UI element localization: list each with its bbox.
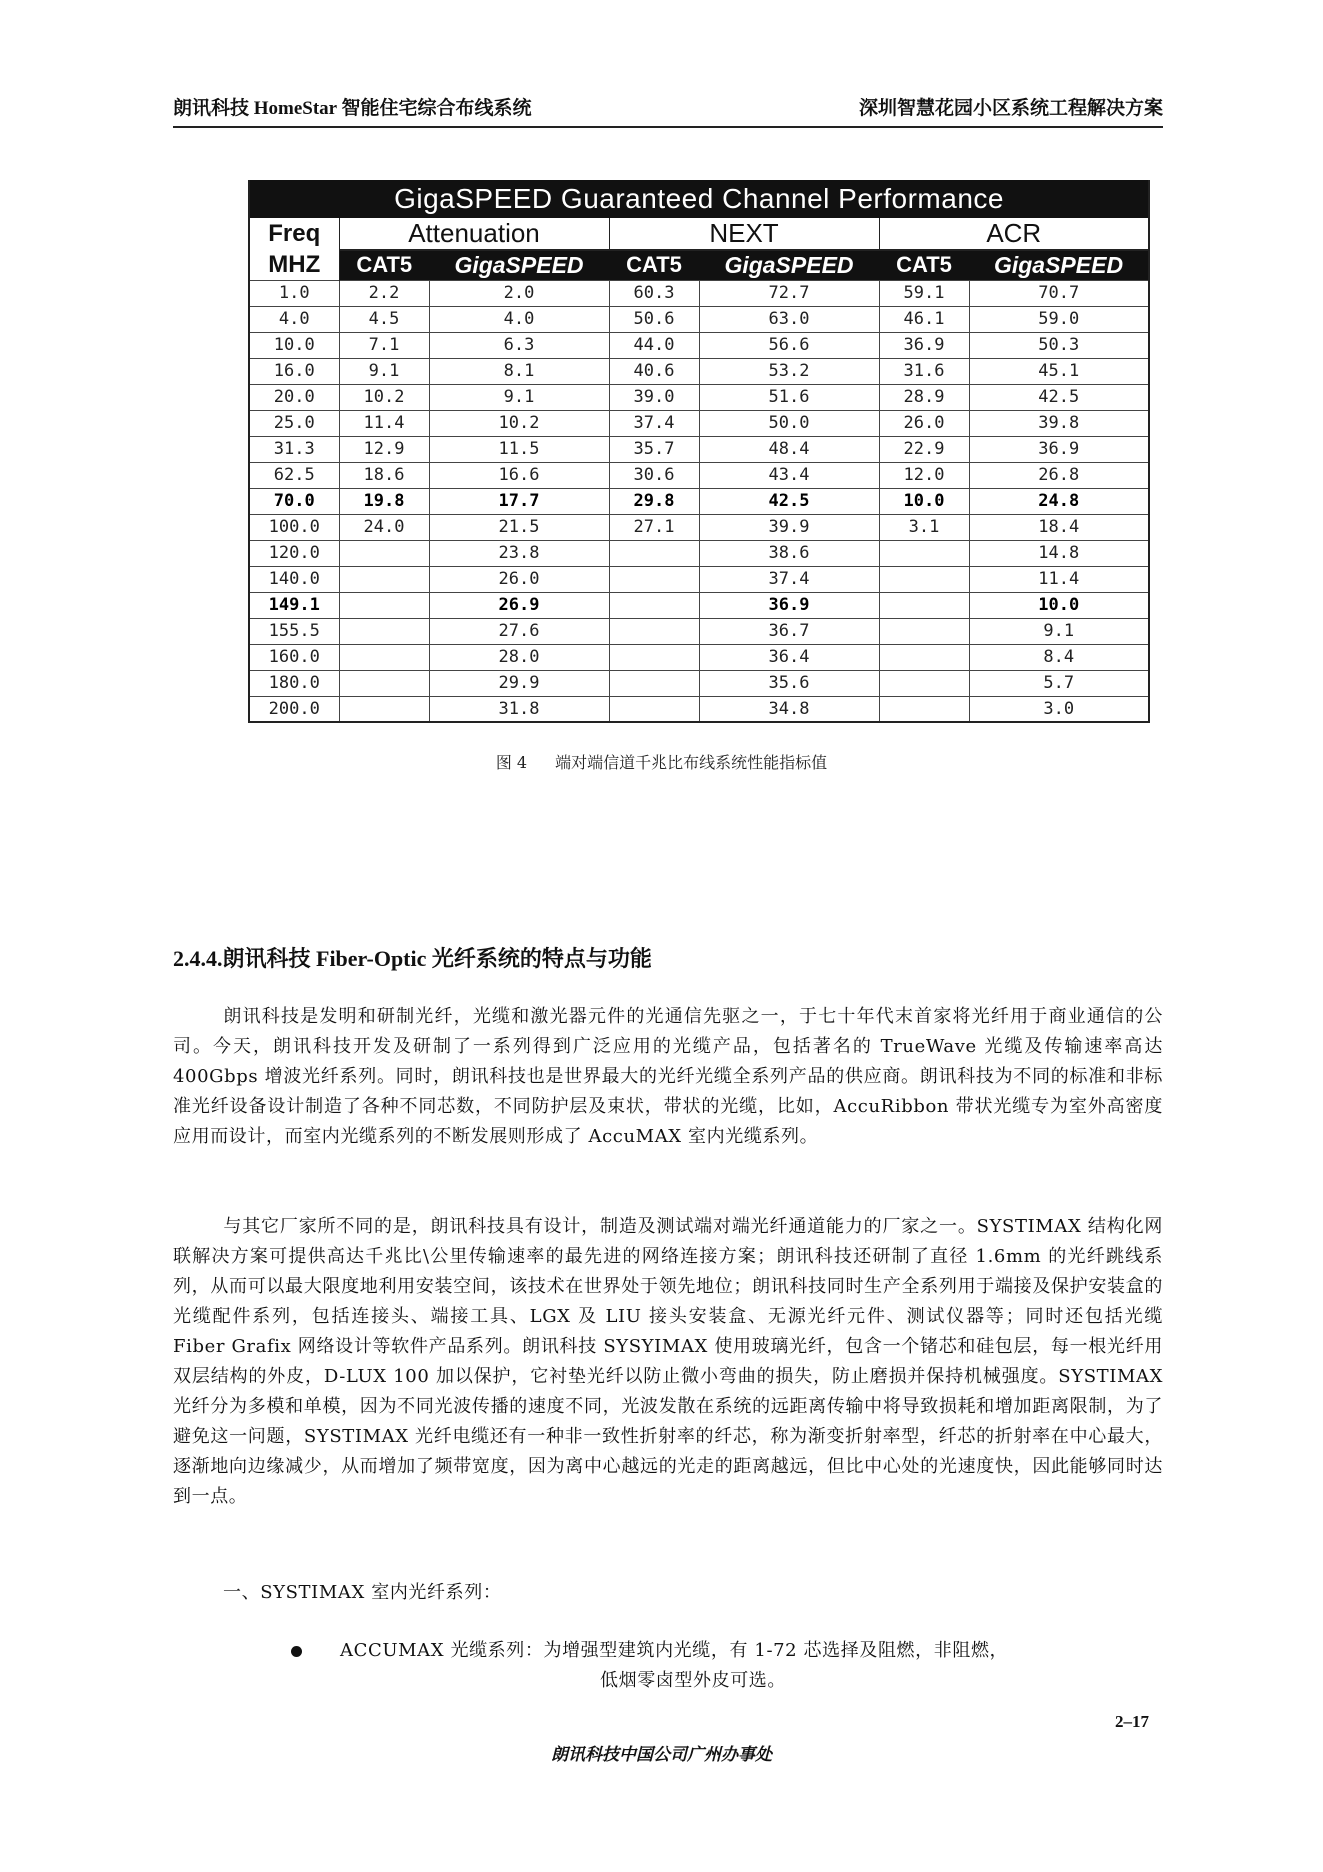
table-cell: 27.6	[429, 618, 609, 644]
table-cell: 31.8	[429, 696, 609, 722]
header-left-title: 朗讯科技 HomeStar 智能住宅综合布线系统	[173, 98, 532, 119]
table-cell: 7.1	[339, 332, 429, 358]
table-cell: 29.8	[609, 488, 699, 514]
table-cell	[879, 566, 969, 592]
table-row	[249, 280, 1149, 306]
next-cat5-header: CAT5	[609, 250, 699, 280]
paragraph-2: 与其它厂家所不同的是，朗讯科技具有设计，制造及测试端对端光纤通道能力的厂家之一。SYSTIMAX 结构化网联解决方案可提供高达千兆比\公里传输速率的最先进的网络连接方案；朗讯科技还研制了直径 1.6mm 的光纤跳线系列，从而可以最大限度地利用安装空间，该技术在世界处于领先地位；朗讯科技同时生产全系列用于端接及保护安装盒的光缆配件系列，包括连接头、端接工具、LGX 及 LIU 接头安装盒、无源光纤元件、测试仪器等；同时还包括光缆 Fiber Grafix 网络设计等软件产品系列。朗讯科技 SYSYIMAX 使用玻璃光纤，包含一个锗芯和硅包层，每一根光纤用双层结构的外皮，D-LUX 100 加以保护，它衬垫光纤以防止微小弯曲的损失，防止磨损并保持机械强度。SYSTIMAX 光纤分为多模和单模，因为不同光波传播的速度不同，光波发散在系统的远距离传输中将导致损耗和增加距离限制，为了避免这一问题，SYSTIMAX 光纤电缆还有一种非一致性折射率的纤芯，称为渐变折射率型，纤芯的折射率在中心最大，逐渐地向边缘减少，从而增加了频带宽度，因为离中心越远的光走的距离越远，但比中心处的光速度快，因此能够同时达到一点。	[173, 1216, 1163, 1507]
table-cell: 50.3	[969, 332, 1149, 358]
table-cell: 43.4	[699, 462, 879, 488]
table-cell: 36.9	[699, 592, 879, 618]
table-row	[249, 592, 1149, 618]
table-cell: 62.5	[249, 462, 339, 488]
table-cell: 70.0	[249, 488, 339, 514]
table-row	[249, 514, 1149, 540]
table-cell: 180.0	[249, 670, 339, 696]
table-cell: 28.9	[879, 384, 969, 410]
figure-caption	[0, 750, 1323, 773]
table-cell: 8.1	[429, 358, 609, 384]
table-cell: 39.9	[699, 514, 879, 540]
acr-cat5-header: CAT5	[879, 250, 969, 280]
table-cell	[879, 592, 969, 618]
table-cell: 35.6	[699, 670, 879, 696]
table-cell: 10.2	[429, 410, 609, 436]
page-number: 2–17	[1115, 1712, 1149, 1731]
table-cell: 1.0	[249, 280, 339, 306]
table-cell: 21.5	[429, 514, 609, 540]
table-row	[249, 410, 1149, 436]
table-cell: 26.0	[879, 410, 969, 436]
table-cell	[879, 618, 969, 644]
att-gigaspeed-header: GigaSPEED	[429, 250, 609, 280]
table-cell: 42.5	[699, 488, 879, 514]
table-cell: 17.7	[429, 488, 609, 514]
figure-number: 图 4	[495, 753, 528, 772]
table-title: GigaSPEED Guaranteed Channel Performance	[249, 180, 1149, 218]
table-cell: 24.8	[969, 488, 1149, 514]
mhz-header: MHZ	[249, 250, 339, 280]
table-cell: 39.8	[969, 410, 1149, 436]
table-cell: 70.7	[969, 280, 1149, 306]
att-cat5-header: CAT5	[339, 250, 429, 280]
table-cell: 59.1	[879, 280, 969, 306]
table-cell: 30.6	[609, 462, 699, 488]
table-cell: 35.7	[609, 436, 699, 462]
table-cell: 3.0	[969, 696, 1149, 722]
table-cell: 50.0	[699, 410, 879, 436]
page-footer: 朗讯科技中国公司广州办事处	[551, 1745, 772, 1765]
table-cell	[609, 644, 699, 670]
table-cell: 25.0	[249, 410, 339, 436]
table-cell: 38.6	[699, 540, 879, 566]
table-cell: 16.6	[429, 462, 609, 488]
table-cell: 50.6	[609, 306, 699, 332]
table-cell: 63.0	[699, 306, 879, 332]
table-cell: 36.9	[969, 436, 1149, 462]
table-cell: 6.3	[429, 332, 609, 358]
table-row	[249, 670, 1149, 696]
table-cell: 12.0	[879, 462, 969, 488]
table-cell	[879, 670, 969, 696]
table-cell: 34.8	[699, 696, 879, 722]
table-cell: 2.2	[339, 280, 429, 306]
bullet-item-accumax	[295, 1636, 1165, 1696]
table-cell	[339, 540, 429, 566]
table-cell: 5.7	[969, 670, 1149, 696]
table-cell: 16.0	[249, 358, 339, 384]
table-cell: 40.6	[609, 358, 699, 384]
table-cell	[879, 696, 969, 722]
table-cell: 22.9	[879, 436, 969, 462]
table-row	[249, 488, 1149, 514]
table-cell	[609, 566, 699, 592]
table-cell: 9.1	[429, 384, 609, 410]
table-row	[249, 358, 1149, 384]
table-cell: 120.0	[249, 540, 339, 566]
table-cell: 48.4	[699, 436, 879, 462]
table-cell	[339, 618, 429, 644]
table-cell: 3.1	[879, 514, 969, 540]
table-cell: 26.8	[969, 462, 1149, 488]
table-cell: 59.0	[969, 306, 1149, 332]
table-cell: 10.0	[879, 488, 969, 514]
table-cell: 11.4	[969, 566, 1149, 592]
table-cell: 10.0	[969, 592, 1149, 618]
table-row	[249, 566, 1149, 592]
page-header	[173, 94, 1163, 128]
table-cell: 36.4	[699, 644, 879, 670]
table-cell	[879, 540, 969, 566]
table-cell: 36.9	[879, 332, 969, 358]
table-cell: 149.1	[249, 592, 339, 618]
table-cell: 4.5	[339, 306, 429, 332]
header-right-title: 深圳智慧花园小区系统工程解决方案	[858, 98, 1163, 119]
table-cell: 11.5	[429, 436, 609, 462]
table-cell: 56.6	[699, 332, 879, 358]
table-cell: 4.0	[249, 306, 339, 332]
table-row	[249, 644, 1149, 670]
table-cell: 29.9	[429, 670, 609, 696]
table-row	[249, 332, 1149, 358]
table-cell: 46.1	[879, 306, 969, 332]
table-cell: 9.1	[969, 618, 1149, 644]
table-cell	[339, 696, 429, 722]
table-row	[249, 306, 1149, 332]
acr-header: ACR	[879, 218, 1149, 250]
table-cell: 18.6	[339, 462, 429, 488]
table-cell: 31.6	[879, 358, 969, 384]
table-cell: 28.0	[429, 644, 609, 670]
table-cell: 11.4	[339, 410, 429, 436]
table-cell	[339, 670, 429, 696]
table-row	[249, 384, 1149, 410]
table-cell: 53.2	[699, 358, 879, 384]
acr-gigaspeed-header: GigaSPEED	[969, 250, 1149, 280]
table-cell	[609, 618, 699, 644]
table-cell: 155.5	[249, 618, 339, 644]
table-cell: 44.0	[609, 332, 699, 358]
table-cell: 27.1	[609, 514, 699, 540]
table-cell: 9.1	[339, 358, 429, 384]
table-row	[249, 436, 1149, 462]
attenuation-header: Attenuation	[339, 218, 609, 250]
table-cell: 10.2	[339, 384, 429, 410]
table-cell: 37.4	[609, 410, 699, 436]
subheading-indoor-fiber: 一、SYSTIMAX 室内光纤系列：	[223, 1582, 502, 1603]
gigaspeed-performance-table	[248, 180, 1150, 723]
table-cell: 31.3	[249, 436, 339, 462]
table-cell: 19.8	[339, 488, 429, 514]
table-cell: 26.9	[429, 592, 609, 618]
table-row	[249, 696, 1149, 722]
paragraph-1: 朗讯科技是发明和研制光纤，光缆和激光器元件的光通信先驱之一，于七十年代末首家将光纤用于商业通信的公司。今天，朗讯科技开发及研制了一系列得到广泛应用的光缆产品，包括著名的 TrueWave 光缆及传输速率高达 400Gbps 增波光纤系列。同时，朗讯科技也是世界最大的光纤光缆全系列产品的供应商。朗讯科技为不同的标准和非标准光纤设备设计制造了各种不同芯数，不同防护层及束状，带状的光缆，比如，AccuRibbon 带状光缆专为室外高密度应用而设计，而室内光缆系列的不断发展则形成了 AccuMAX 室内光缆系列。	[173, 1006, 1163, 1147]
table-cell: 23.8	[429, 540, 609, 566]
table-cell	[609, 696, 699, 722]
table-cell: 160.0	[249, 644, 339, 670]
table-cell: 24.0	[339, 514, 429, 540]
table-cell: 14.8	[969, 540, 1149, 566]
table-cell: 100.0	[249, 514, 339, 540]
table-cell: 200.0	[249, 696, 339, 722]
table-body	[249, 280, 1149, 722]
section-heading: 2.4.4.朗讯科技 Fiber-Optic 光纤系统的特点与功能	[173, 946, 652, 971]
bullet-line-1: ACCUMAX 光缆系列：为增强型建筑内光缆，有 1-72 芯选择及阻燃，非阻燃，	[340, 1640, 1009, 1661]
table-cell: 42.5	[969, 384, 1149, 410]
table-cell: 20.0	[249, 384, 339, 410]
table-row	[249, 540, 1149, 566]
table-cell: 140.0	[249, 566, 339, 592]
table-cell: 26.0	[429, 566, 609, 592]
bullet-icon	[291, 1646, 302, 1657]
table-cell: 36.7	[699, 618, 879, 644]
table-cell: 4.0	[429, 306, 609, 332]
table-cell: 60.3	[609, 280, 699, 306]
freq-header: Freq	[249, 218, 339, 250]
table-cell	[339, 644, 429, 670]
table-cell	[609, 592, 699, 618]
next-header: NEXT	[609, 218, 879, 250]
figure-caption-text: 端对端信道千兆比布线系统性能指标值	[555, 753, 828, 772]
bullet-line-2: 低烟零卤型外皮可选。	[600, 1670, 786, 1691]
table-cell	[609, 670, 699, 696]
table-cell: 12.9	[339, 436, 429, 462]
table-cell	[879, 644, 969, 670]
table-cell: 18.4	[969, 514, 1149, 540]
table-row	[249, 618, 1149, 644]
table-cell: 37.4	[699, 566, 879, 592]
table-cell: 72.7	[699, 280, 879, 306]
table-row	[249, 462, 1149, 488]
table-cell	[339, 592, 429, 618]
table-cell: 8.4	[969, 644, 1149, 670]
table-cell: 39.0	[609, 384, 699, 410]
table-cell	[339, 566, 429, 592]
next-gigaspeed-header: GigaSPEED	[699, 250, 879, 280]
table-cell: 45.1	[969, 358, 1149, 384]
table-cell: 10.0	[249, 332, 339, 358]
table-cell	[609, 540, 699, 566]
table-cell: 2.0	[429, 280, 609, 306]
table-cell: 51.6	[699, 384, 879, 410]
